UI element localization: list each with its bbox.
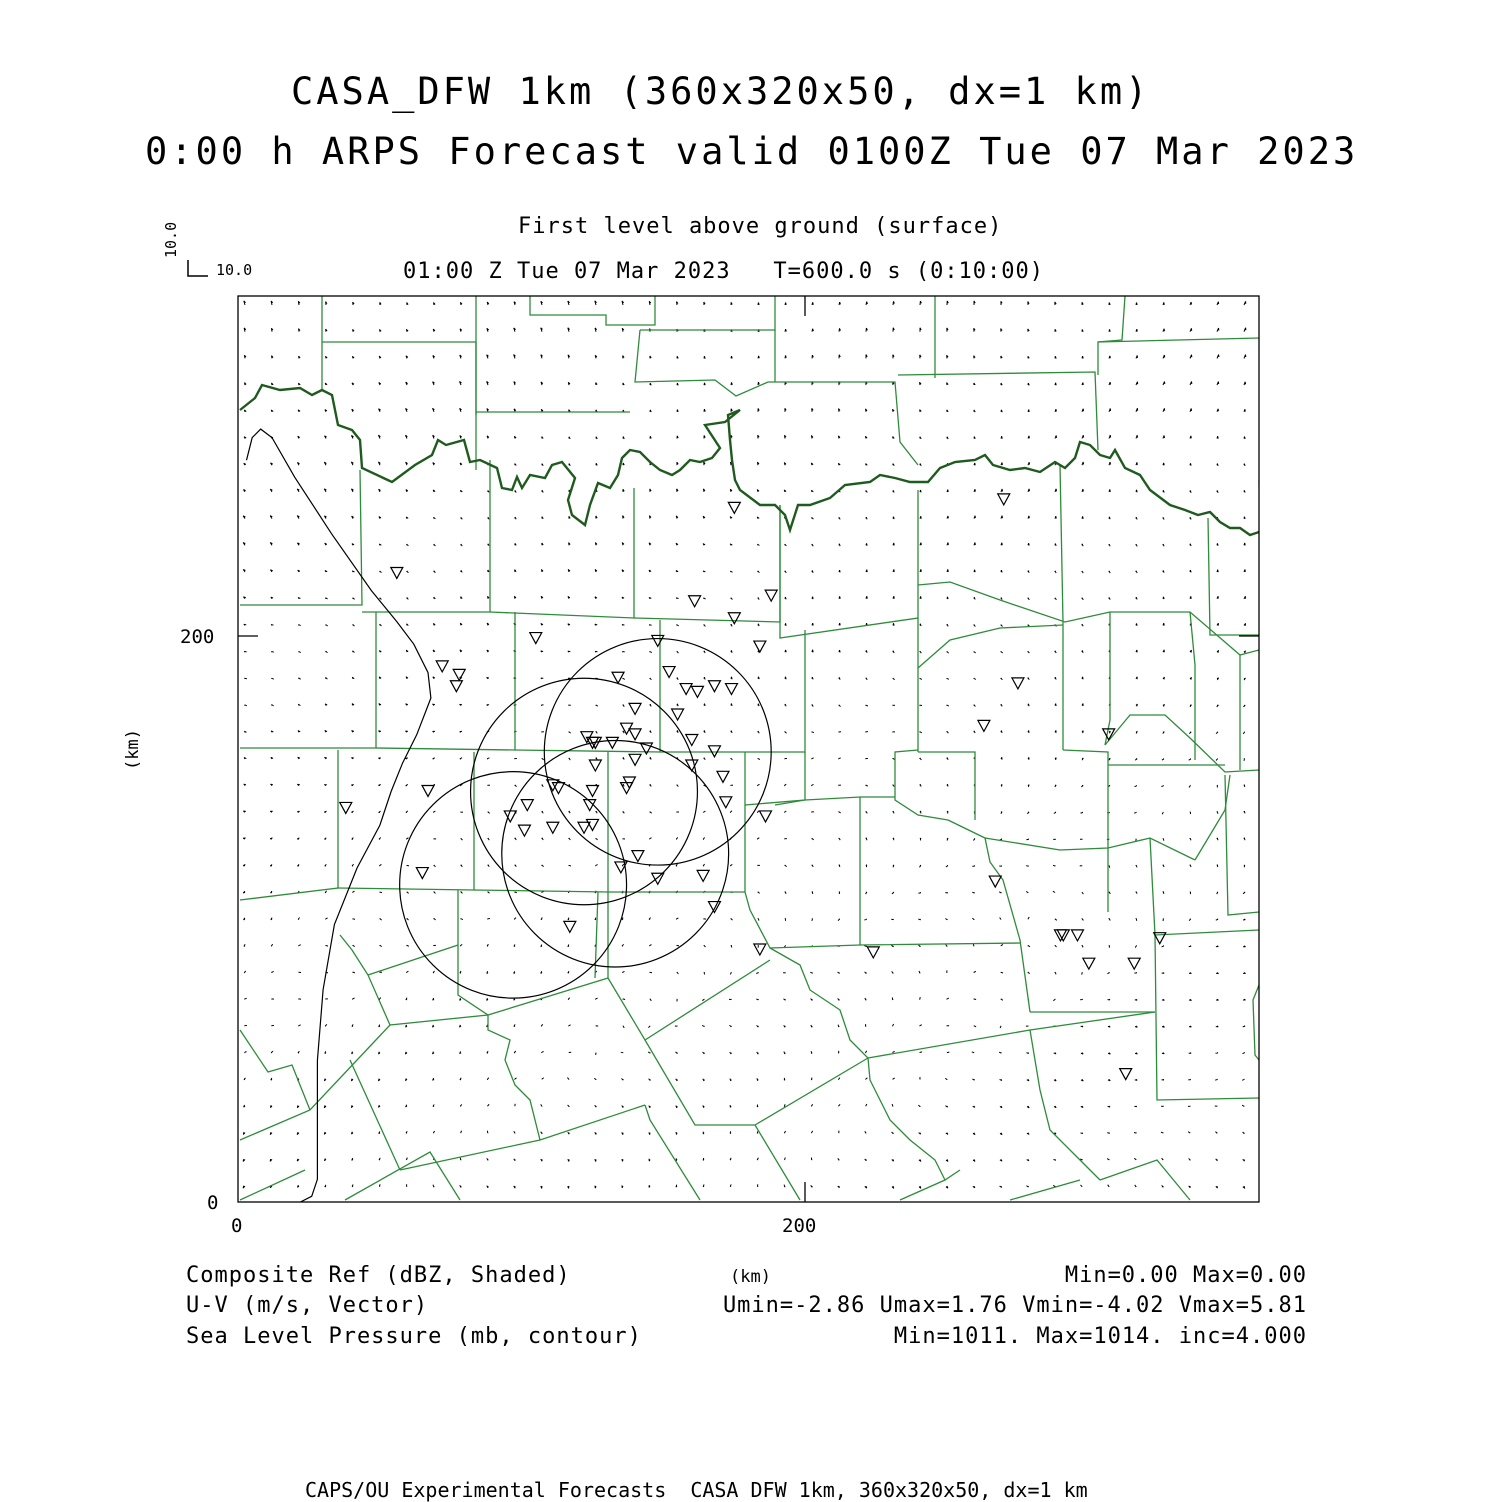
radar-site-marker [450, 681, 462, 692]
y-tick-label-0: 0 [207, 1192, 219, 1214]
radar-site-marker [760, 811, 772, 822]
footer-credit: CAPS/OU Experimental Forecasts CASA DFW 1km, 360x320x50, dx=1 km [305, 1478, 1088, 1502]
radar-site-marker [978, 720, 990, 731]
x-axis-unit: (km) [730, 1267, 771, 1287]
radar-site-marker [754, 944, 766, 955]
radar-site-markers [340, 494, 1166, 1080]
time-label: 01:00 Z Tue 07 Mar 2023 T=600.0 s (0:10:00) [403, 259, 1045, 284]
radar-site-marker [652, 873, 664, 884]
radar-site-marker [521, 800, 533, 811]
radar-range-circle [471, 678, 698, 905]
radar-site-marker [606, 737, 618, 748]
plot-frame [238, 296, 1259, 1202]
radar-site-marker [691, 686, 703, 697]
radar-site-marker [416, 868, 428, 879]
radar-site-marker [564, 921, 576, 932]
radar-site-marker [340, 802, 352, 813]
radar-site-marker [697, 870, 709, 881]
level-label: First level above ground (surface) [518, 214, 1003, 239]
vector-key-horizontal-label: 10.0 [216, 261, 253, 279]
radar-site-marker [589, 760, 601, 771]
radar-site-marker [518, 825, 530, 836]
radar-site-marker [1103, 729, 1115, 740]
y-axis-unit: (km) [123, 729, 143, 770]
x-tick-label-0: 0 [231, 1215, 243, 1237]
radar-site-marker [1012, 678, 1024, 689]
radar-site-marker [629, 754, 641, 765]
radar-site-marker [629, 729, 641, 740]
radar-site-marker [686, 760, 698, 771]
radar-site-marker [1083, 958, 1095, 969]
radar-site-marker [998, 494, 1010, 505]
legend-row-3-label: Sea Level Pressure (mb, contour) [186, 1324, 642, 1349]
radar-site-marker [1071, 930, 1083, 941]
radar-site-marker [708, 681, 720, 692]
radar-site-marker [708, 902, 720, 913]
radar-site-marker [422, 785, 434, 796]
state-border [240, 385, 1259, 535]
county-boundaries [240, 296, 1260, 1200]
radar-site-marker [989, 876, 1001, 887]
radar-site-marker [1120, 1069, 1132, 1080]
radar-site-marker [754, 641, 766, 652]
y-tick-label-200: 200 [180, 626, 215, 648]
radar-site-marker [547, 822, 559, 833]
radar-site-marker [652, 635, 664, 646]
radar-site-marker [530, 633, 542, 644]
radar-site-marker [612, 672, 624, 683]
radar-range-circles [400, 639, 772, 999]
legend-row-1-label: Composite Ref (dBZ, Shaded) [186, 1263, 571, 1288]
vector-key-vertical-label: 10.0 [162, 221, 180, 258]
radar-site-marker [725, 684, 737, 695]
radar-site-marker [728, 613, 740, 624]
radar-site-marker [629, 703, 641, 714]
pressure-contour-line [247, 429, 431, 1202]
wind-vectors [243, 301, 1246, 1189]
title-line-1: CASA_DFW 1km (360x320x50, dx=1 km) [291, 70, 1151, 113]
wind-vector-field [243, 301, 1246, 1189]
radar-site-marker [708, 746, 720, 757]
radar-site-marker [672, 709, 684, 720]
legend-row-2-label: U-V (m/s, Vector) [186, 1293, 429, 1318]
vector-key-arrow [188, 260, 208, 276]
radar-site-marker [717, 771, 729, 782]
radar-site-marker [391, 567, 403, 578]
radar-site-marker [765, 590, 777, 601]
radar-site-marker [663, 667, 675, 678]
radar-site-marker [867, 947, 879, 958]
radar-site-marker [728, 502, 740, 513]
pressure-contours [247, 429, 431, 1202]
radar-site-marker [436, 661, 448, 672]
x-tick-label-200: 200 [782, 1215, 817, 1237]
radar-site-marker [578, 822, 590, 833]
radar-site-marker [720, 797, 732, 808]
radar-site-marker [504, 811, 516, 822]
radar-site-marker [453, 669, 465, 680]
radar-site-marker [587, 785, 599, 796]
title-line-2: 0:00 h ARPS Forecast valid 0100Z Tue 07 Mar 2023 [145, 130, 1359, 173]
radar-site-marker [1128, 958, 1140, 969]
legend-row-2-stats: Umin=-2.86 Umax=1.76 Vmin=-4.02 Vmax=5.81 [722, 1293, 1307, 1318]
radar-site-marker [689, 596, 701, 607]
radar-site-marker [680, 684, 692, 695]
axis-ticks [238, 296, 1259, 1202]
legend-row-3-stats: Min=1011. Max=1014. inc=4.000 [893, 1324, 1307, 1349]
legend-row-1-stats: Min=0.00 Max=0.00 [1064, 1263, 1307, 1288]
radar-site-marker [632, 851, 644, 862]
